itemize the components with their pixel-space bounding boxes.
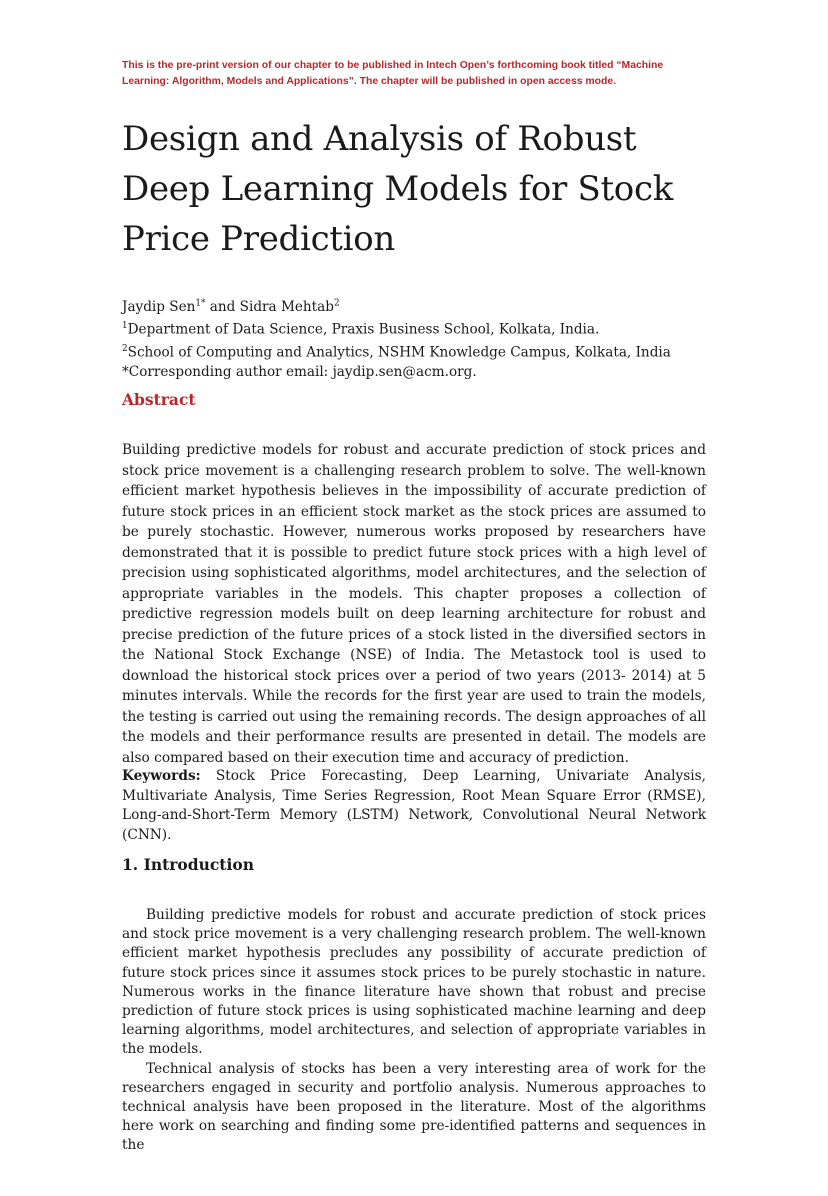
- author-line: Jaydip Sen$^{1*}$ and Sidra Mehtab$^2$: [122, 298, 340, 315]
- author-block: [122, 294, 712, 383]
- affiliation-1: $^1$Department of Data Science, Praxis Business School, Kolkata, India.: [122, 321, 600, 338]
- preprint-notice: This is the pre-print version of our chapter to be published in Intech Open’s forthcoming book titled “Machine Learning: Algorithm, Models and Applications”. The chapter will be published in open access mode.: [122, 60, 664, 87]
- introduction-paragraph-1: Building predictive models for robust and accurate prediction of stock prices and stock price movement is a very challenging research problem. The well-known efficient market hypothesis precludes any possibility of accurate prediction of future stock prices since it assumes stock prices to be purely stochastic in nature. Numerous works in the finance literature have shown that robust and precise prediction of future stock prices is using sophisticated machine learning and deep learning algorithms, model architectures, and selection of appropriate variables in the models.: [122, 907, 706, 1058]
- keywords: [122, 767, 706, 845]
- affiliation-2: $^2$School of Computing and Analytics, NSHM Knowledge Campus, Kolkata, India: [122, 344, 671, 361]
- corresponding-author: *Corresponding author email: jaydip.sen@acm.org.: [122, 364, 477, 381]
- keywords-label: Keywords:: [122, 768, 201, 784]
- introduction-paragraph-2: Technical analysis of stocks has been a very interesting area of work for the researchers engaged in security and portfolio analysis. Numerous approaches to technical analysis have been proposed in the literature. Most of the algorithms here work on searching and finding some pre-identified patterns and sequences in the: [122, 1060, 706, 1154]
- abstract-text: Building predictive models for robust and accurate prediction of stock prices and stock price movement is a challenging research problem to solve. The well-known efficient market hypothesis believes in the impossibility of accurate prediction of future stock prices in an efficient stock market as the stock prices are assumed to be purely stochastic. However, numerous works proposed by researchers have demonstrated that it is possible to predict future stock prices with a high level of precision using sophisticated algorithms, model architectures, and the selection of appropriate variables in the models. This chapter proposes a collection of predictive regression models built on deep learning architecture for robust and precise prediction of the future prices of a stock listed in the diversified sectors in the National Stock Exchange (NSE) of India. The Metastock tool is used to download the historical stock prices over a period of two years (2013- 2014) at 5 minutes intervals. While the records for the first year are used to train the models, the testing is carried out using the remaining records. The design approaches of all the models and their performance results are presented in detail. The models are also compared based on their execution time and accuracy of prediction.: [122, 442, 706, 766]
- introduction-heading: 1. Introduction: [122, 855, 254, 874]
- keywords-text: Stock Price Forecasting, Deep Learning, Univariate Analysis, Multivariate Analysis, Time Series Regression, Root Mean Square Error (RMSE), Long-and-Short-Term Memory (LSTM) Network, Convolutional Neural Network (CNN).: [122, 768, 706, 843]
- abstract-heading: Abstract: [122, 390, 196, 409]
- paper-title: Design and Analysis of Robust Deep Learning Models for Stock Price Prediction: [122, 119, 674, 259]
- author-names: [122, 294, 712, 317]
- introduction-body: [122, 906, 706, 1156]
